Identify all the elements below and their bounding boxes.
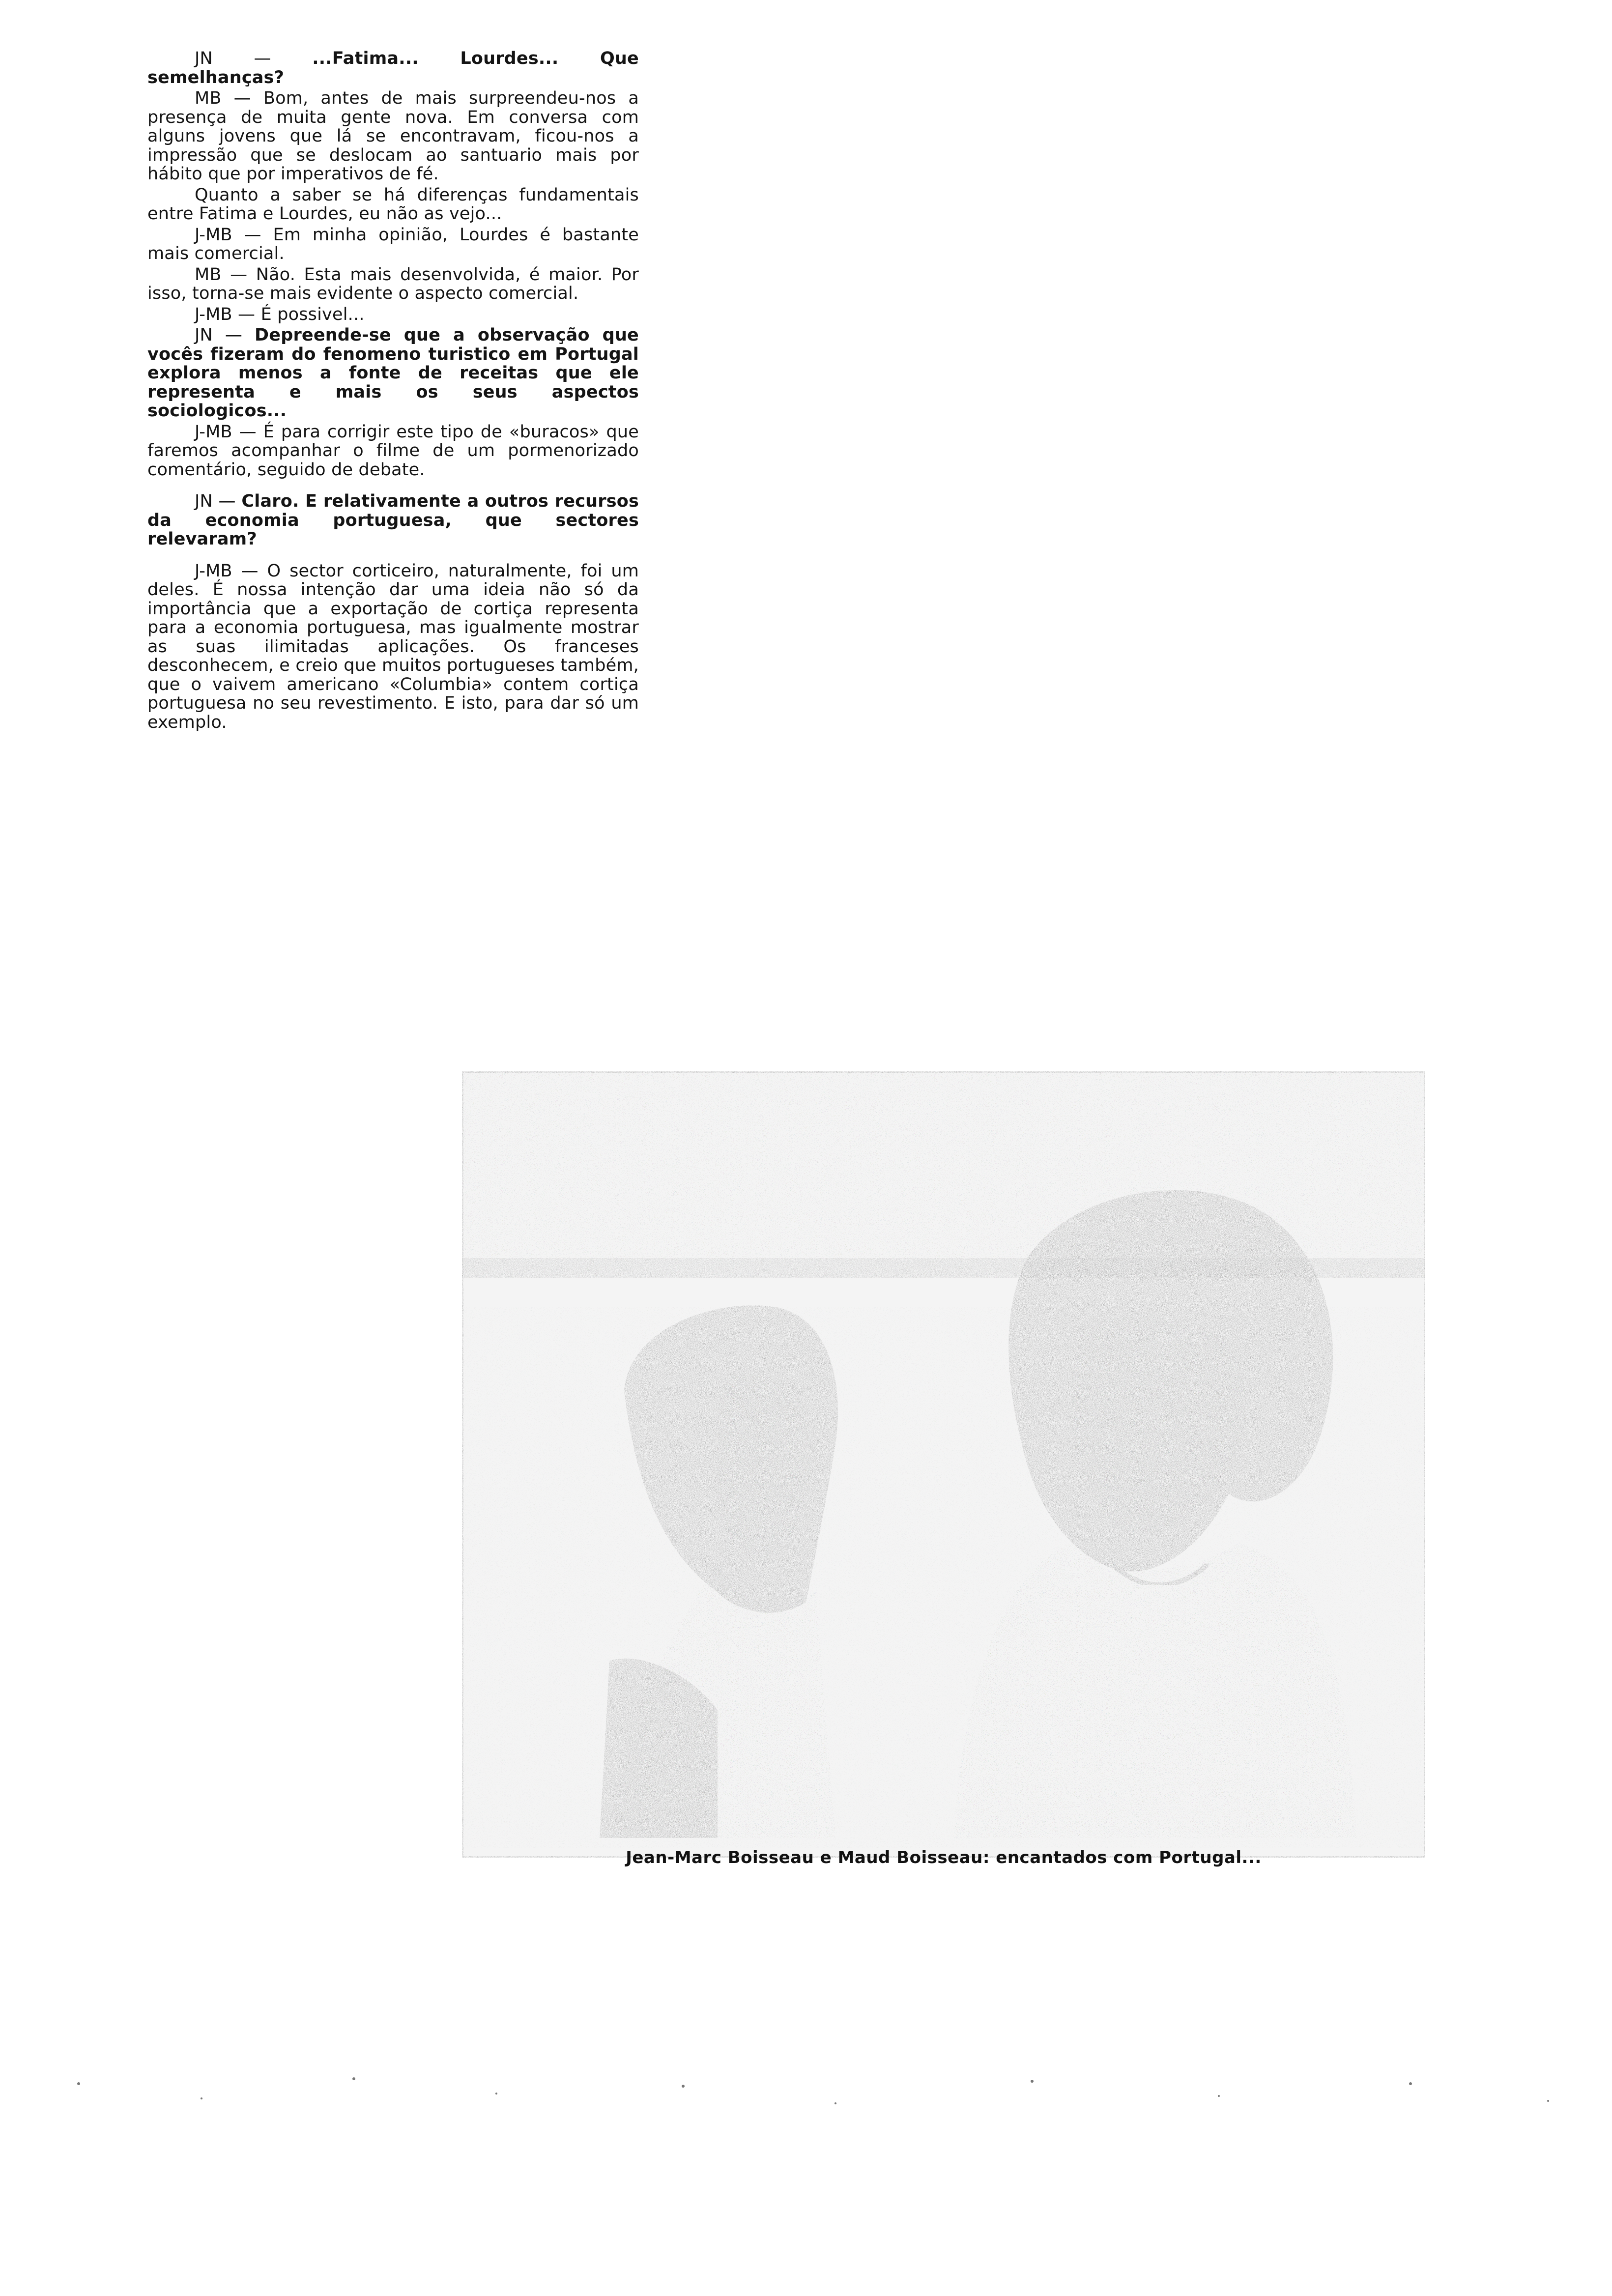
couple-photo [462,1071,1425,1858]
speaker-label: MB — [195,264,248,285]
interview-answer: Bom, antes de mais surpreendeu-nos a presença de muita gente nova. Em conversa com alguns jovens que lá se encontravam, ficou-nos a impressão que se deslocam ao santuario mais por hábito que por imperativos de fé. [147,88,639,184]
interview-article [147,49,639,734]
speaker-label: J-MB — [195,422,257,442]
article-paragraph [147,305,639,324]
interview-answer: Quanto a saber se há diferenças fundamentais entre Fatima e Lourdes, eu não as vejo... [147,185,639,224]
speaker-label: MB — [195,88,251,108]
scan-noise [0,2064,1612,2123]
article-paragraph [147,265,639,303]
article-paragraph [147,562,639,732]
article-paragraph [147,326,639,421]
interviewer-question: Claro. E relativamente a outros recursos da economia portuguesa, que sectores relevaram? [147,491,639,549]
article-clipping [147,49,659,1012]
speaker-label: J-MB — [195,561,259,581]
interviewer-question: Depreende-se que a observação que vocês fizeram do fenomeno turistico em Portugal explora menos a fonte de receitas que ele representa e mais os seus aspectos sociologicos... [147,325,639,421]
photo-block [462,1071,1425,1902]
article-paragraph [147,492,639,549]
speaker-label: J-MB — [195,225,261,245]
article-paragraph [147,226,639,263]
interview-answer: Não. Esta mais desenvolvida, é maior. Por isso, torna-se mais evidente o aspecto comercial. [147,264,639,303]
interview-answer: É para corrigir este tipo de «buracos» que faremos acompanhar o filme de um pormenorizado comentário, seguido de debate. [147,422,639,480]
article-paragraph [147,49,639,87]
article-paragraph [147,186,639,224]
speaker-label: JN — [195,49,271,68]
interview-answer: Em minha opinião, Lourdes é bastante mais comercial. [147,225,639,263]
speaker-label: JN — [195,325,243,345]
article-paragraph [147,423,639,480]
article-paragraph [147,89,639,184]
speaker-label: JN — [195,491,236,511]
interview-answer: O sector corticeiro, naturalmente, foi um deles. É nossa intenção dar uma ideia não só da importância que a exportação de cortiça representa para a economia portuguesa, mas igualmente mostrar as suas ilimitadas aplicações. Os franceses desconhecem, e creio que muitos portugueses também, que o vaivem americano «Columbia» contem cortiça portuguesa no seu revestimento. E isto, para dar só um exemplo. [147,561,639,732]
interview-answer: É possivel... [260,304,365,324]
interviewer-question: ...Fatima... Lourdes... Que semelhanças? [147,49,639,87]
photo-caption: Jean-Marc Boisseau e Maud Boisseau: encantados com Portugal... [626,1848,1262,1867]
speaker-label: J-MB — [195,304,256,324]
